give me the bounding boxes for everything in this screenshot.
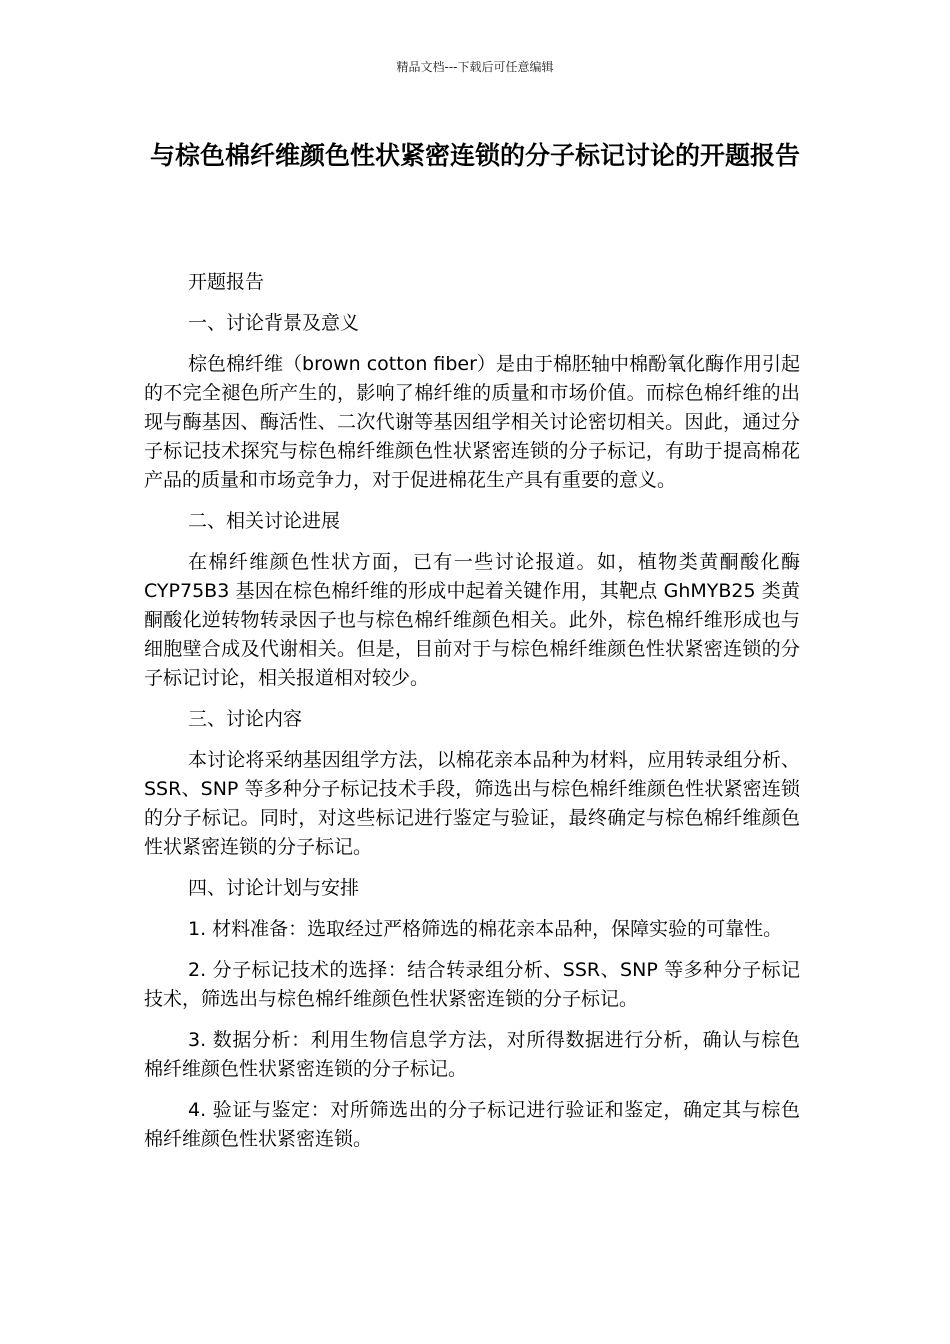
section-heading-intro: 开题报告 [188,271,265,293]
paragraph-background: 棕色棉纤维（brown cotton fiber）是由于棉胚轴中棉酚氧化酶作用引起的不完全褪色所产生的，影响了棉纤维的质量和市场价值。而棕色棉纤维的出现与酶基因、酶活性、二次代谢等基因组学相关讨论密切相关。因此，通过分子标记技术探究与棕色棉纤维颜色性状紧密连锁的分子标记，有助于提高棉花产品的质量和市场竞争力，对于促进棉花生产具有重要的意义。 [144,353,800,491]
header-note: 精品文档---下载后可任意编辑 [396,60,554,74]
paragraph-progress: 在棉纤维颜色性状方面，已有一些讨论报道。如，植物类黄酮酸化酶 CYP75B3 基因在棕色棉纤维的形成中起着关键作用，其靶点 GhMYB25 类黄酮酸化逆转物转录因子也与棕色棉纤维颜色相关。此外，棕色棉纤维形成也与细胞壁合成及代谢相关。但是，目前对于与棕色棉纤维颜色性状紧密连锁的分子标记讨论，相关报道相对较少。 [144,551,800,689]
section-heading-plan: 四、讨论计划与安排 [188,877,360,899]
document-body [144,268,800,1166]
section-heading-progress: 二、相关讨论进展 [188,510,341,532]
document-title: 与棕色棉纤维颜色性状紧密连锁的分子标记讨论的开题报告 [149,141,800,170]
paragraph-content: 本讨论将采纳基因组学方法，以棉花亲本品种为材料，应用转录组分析、SSR、SNP 等多种分子标记技术手段，筛选出与棕色棉纤维颜色性状紧密连锁的分子标记。同时，对这些标记进行鉴定与验证，最终确定与棕色棉纤维颜色性状紧密连锁的分子标记。 [144,749,800,858]
plan-item-3: 3. 数据分析：利用生物信息学方法，对所得数据进行分析，确认与棕色棉纤维颜色性状紧密连锁的分子标记。 [144,1029,800,1080]
plan-item-1: 1. 材料准备：选取经过严格筛选的棉花亲本品种，保障实验的可靠性。 [188,918,783,940]
section-heading-content: 三、讨论内容 [188,708,303,730]
plan-item-4: 4. 验证与鉴定：对所筛选出的分子标记进行验证和鉴定，确定其与棕色棉纤维颜色性状紧密连锁。 [144,1099,800,1150]
section-heading-background: 一、讨论背景及意义 [188,312,360,334]
plan-item-2: 2. 分子标记技术的选择：结合转录组分析、SSR、SNP 等多种分子标记技术，筛选出与棕色棉纤维颜色性状紧密连锁的分子标记。 [144,959,800,1010]
